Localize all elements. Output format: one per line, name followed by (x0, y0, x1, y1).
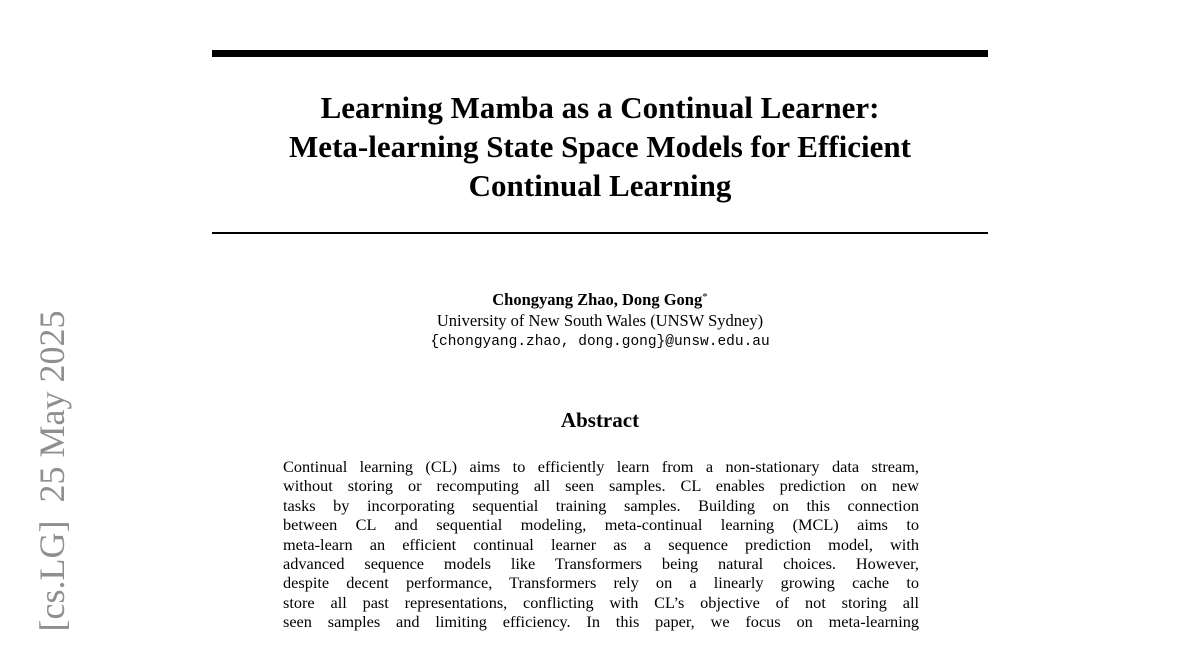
arxiv-stamp-text: [cs.LG] 25 May 2025 (32, 310, 72, 632)
abstract-line: tasks by incorporating sequential training samples. Building on this connection (283, 495, 919, 515)
title-line: Meta-learning State Space Models for Efficient (289, 129, 911, 164)
abstract-line: between CL and sequential modeling, meta-continual learning (MCL) aims to (283, 515, 919, 535)
author-names (212, 287, 988, 310)
abstract-line: Continual learning (CL) aims to efficiently learn from a non-stationary data stream, (283, 457, 919, 476)
author-names-text: Chongyang Zhao, Dong Gong (492, 290, 703, 309)
author-emails: {chongyang.zhao, dong.gong}@unsw.edu.au (430, 334, 770, 350)
arxiv-side-stamp (28, 298, 72, 644)
affiliation: University of New South Wales (UNSW Sydney) (436, 311, 764, 330)
abstract-line: store all past representations, conflicting with CL’s objective of not storing all (283, 592, 919, 612)
abstract-line: advanced sequence models like Transformers being natural choices. However, (283, 554, 919, 574)
author-block (212, 287, 988, 353)
title-bottom-rule (212, 232, 988, 234)
title-line: Continual Learning (468, 168, 732, 203)
abstract-heading: Abstract (560, 408, 640, 432)
abstract-line: without storing or recomputing all seen samples. CL enables prediction on new (283, 476, 919, 496)
title-top-rule (212, 50, 988, 57)
abstract-line: despite decent performance, Transformers rely on a linearly growing cache to (283, 573, 919, 593)
paper-title (212, 88, 988, 205)
abstract-line: seen samples and limiting efficiency. In this paper, we focus on meta-learning (283, 612, 919, 632)
abstract-body (283, 457, 919, 632)
abstract-line: meta-learn an efficient continual learner as a sequence prediction model, with (283, 534, 919, 554)
title-line: Learning Mamba as a Continual Learner: (320, 90, 880, 125)
corresponding-author-mark: * (702, 291, 708, 303)
